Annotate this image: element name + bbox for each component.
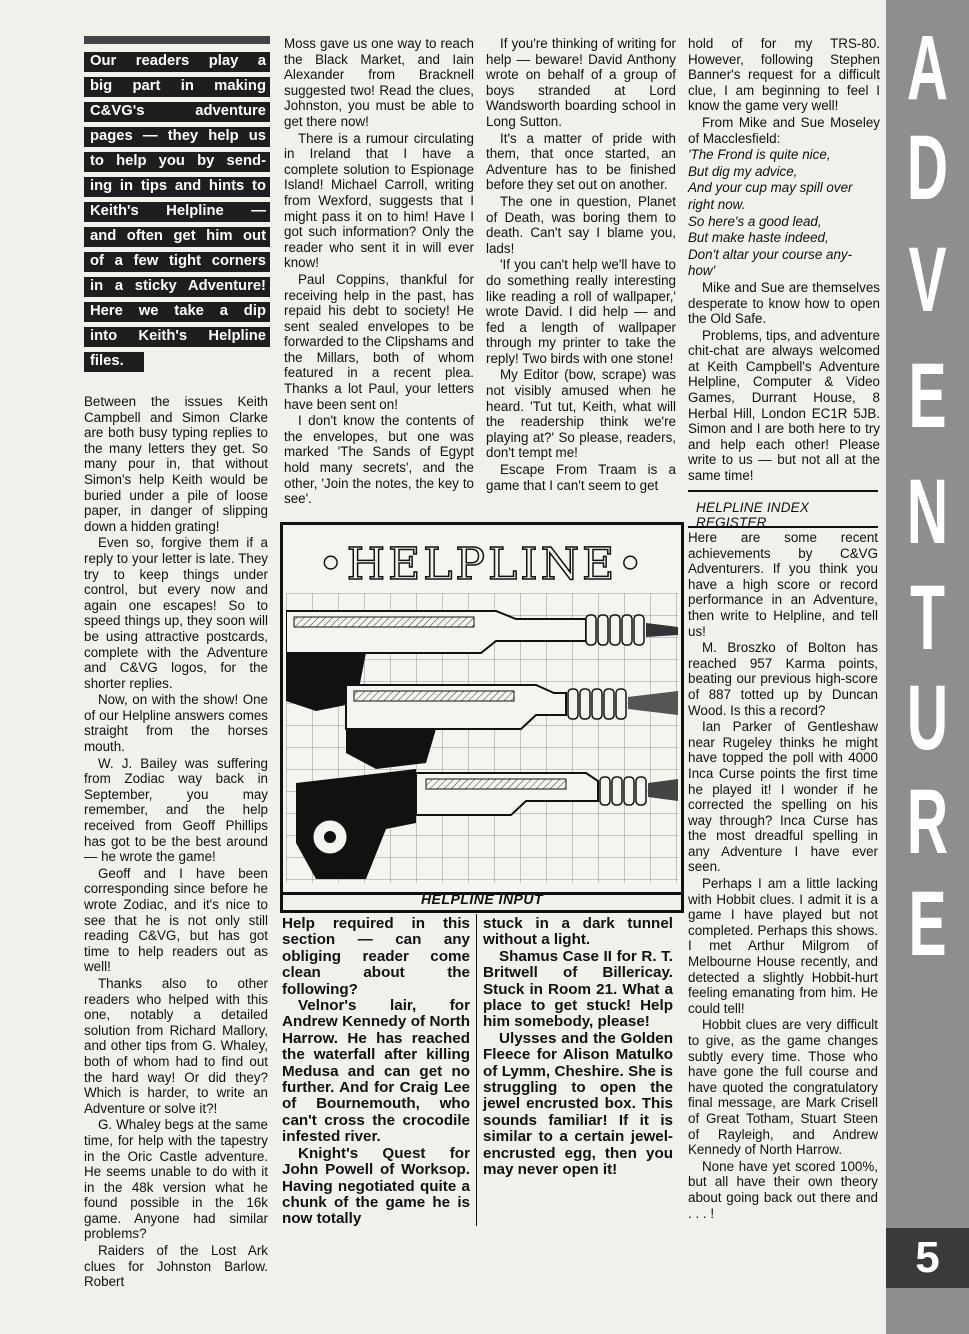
paragraph: My Editor (bow, scrape) was not visibly amused when he heard. 'Tut tut, Keith, what will the readership think we're playing at?' So please, readers, don't tempt me!: [486, 367, 676, 461]
paragraph: Velnor's lair, for Andrew Kennedy of North Harrow. He has reached the waterfall after killing Medusa and can get no further. And for Craig Lee of Bournemouth, who can't cross the crocodile infested river.: [282, 997, 470, 1146]
paragraph: The one in question, Planet of Death, was boring them to death. Can't say I blame you, lads!: [486, 193, 676, 256]
paragraph: Ian Parker of Gentleshaw near Rugeley thinks he might have topped the poll with 4000 Inca Curse points the first time he played it! I wonder if he corrected the spelling on his way through? Inca Curse has the most dreadful spelling in any Adventure I have ever seen.: [688, 719, 878, 875]
section-strip: [886, 0, 969, 1334]
strip-letter: T: [910, 567, 945, 669]
article-column-4: [688, 36, 880, 485]
intro-line: into Keith's Helpline: [84, 327, 270, 347]
helpline-title: •HELPLINE•: [317, 539, 647, 590]
helpline-illustration: [280, 522, 684, 895]
helpline-input-column-2: [483, 916, 673, 1179]
paragraph: Help required in this section — can any obliging reader come clean about the following?: [282, 915, 470, 998]
intro-line: Our readers play a: [84, 52, 270, 72]
paragraph: Paul Coppins, thankful for receiving help in the past, has repaid his debt to society! He sent sealed envelopes to be forwarded to the Clipshams and the Millars, both of whom featured in a recent plea. Thanks a lot Paul, your letters have been sent on!: [284, 271, 474, 412]
verse-line: But make haste indeed,: [688, 230, 829, 246]
paragraph: Problems, tips, and adventure chit-chat are always welcomed at Keith Campbell's Adventure Helpline, Computer & Video Games, Durrant House, 8 Herbal Hill, London EC1R 5JB. Simon and I are both here to try and help each other! Please write to us — but not all at the same time!: [688, 327, 880, 484]
paragraph: 'If you can't help we'll have to do something really interesting like reading a roll of wallpaper,' wrote David. I did help — and fed a length of wallpaper through my printer to take the reply! Two birds with one stone!: [486, 257, 676, 366]
helpline-input-column-1: [282, 916, 470, 1228]
register-column: [688, 530, 878, 1222]
paragraph: Ulysses and the Golden Fleece for Alison Matulko of Lymm, Cheshire. She is struggling to open the jewel encrusted box. This sounds familiar! If it is similar to a certain jewel-encrusted egg, then you may never open it!: [483, 1029, 673, 1179]
paragraph: stuck in a dark tunnel without a light.: [483, 915, 673, 949]
article-column-3: [486, 36, 676, 494]
strip-letter: D: [906, 117, 949, 219]
paragraph: Even so, forgive them if a reply to your letter is late. They try to keep things under control, but every now and again one escapes! So to speed things up, they soon will be using attractive postcards, complete with the Adventure and C&VG logos, for the shorter replies.: [84, 535, 268, 691]
paragraph: Between the issues Keith Campbell and Simon Clarke are both busy typing replies to the many letters they get. So many pour in, that without Simon's help Keith would be buried under a pile of loose paper, in danger of slipping down a hidden grating!: [84, 394, 268, 534]
paragraph: There is a rumour circulating in Ireland that I have a complete solution to Espionage Island! Michael Carroll, writing from Wexford, suggests that I might pass it on to him! Have I got such information? Only the reader who sent it in will ever know!: [284, 130, 474, 271]
column-divider: [476, 914, 477, 1226]
article-column-1: [84, 394, 268, 1291]
verse-line: And your cup may spill over: [688, 180, 853, 196]
helpline-input-heading-box: [280, 888, 684, 913]
helpline-input-heading: HELPLINE INPUT: [420, 891, 544, 907]
intro-line: to help you by send-: [84, 152, 270, 172]
paragraph: Geoff and I have been corresponding since before he wrote Zodiac, and it's nice to see that he is not only still reading C&VG, but has got time to help readers out as well!: [84, 865, 268, 975]
register-heading: HELPLINE INDEX REGISTER: [696, 500, 810, 530]
article-column-2: [284, 36, 474, 508]
page-number: 5: [915, 1233, 940, 1282]
verse-line: So here's a good lead,: [688, 213, 822, 229]
strip-letter: V: [908, 229, 947, 331]
intro-line: pages — they help us: [84, 127, 270, 147]
strip-letter: N: [906, 461, 949, 563]
intro-panel: [84, 36, 270, 377]
paragraph: Escape From Traam is a game that I can't seem to get: [486, 462, 676, 493]
verse-line: But dig my advice,: [688, 163, 798, 179]
verse-line: how': [688, 263, 716, 279]
intro-line: and often get him out: [84, 227, 270, 247]
paragraph: hold of for my TRS-80. However, following Stephen Banner's request for a difficult clue, I am beginning to feel I know the game very well!: [688, 36, 880, 114]
verse-line: 'The Frond is quite nice,: [688, 147, 831, 163]
paragraph: Here are some recent achievements by C&VG Adventurers. If you think you have a high score or record performance in an Adventure, then write to Helpline, and tell us!: [688, 530, 878, 639]
intro-line: C&VG's adventure: [84, 102, 270, 122]
strip-letter: E: [908, 345, 947, 447]
verse-line: right now.: [688, 196, 746, 212]
paragraph: I don't know the contents of the envelopes, but one was marked 'The Sands of Egypt hold many secrets', and the other, 'Join the notes, the key to see'.: [284, 413, 474, 507]
laser-pistol-illustration: [286, 593, 678, 883]
paragraph: If you're thinking of writing for help — beware! David Anthony wrote on behalf of a group of boys stranded at Lord Wandsworth boarding school in Long Sutton.: [486, 36, 676, 129]
strip-letter: U: [906, 667, 949, 769]
paragraph: W. J. Bailey was suffering from Zodiac way back in September, you may remember, and the help received from Geoff Phillips has got to be the best around — he wrote the game!: [84, 755, 268, 865]
intro-line: big part in making: [84, 77, 270, 97]
paragraph: Hobbit clues are very difficult to give, as the game changes subtly every time. Those who have gone the full course and have quoted the congratulatory final message, are Mark Crisell of Great Totham, Stuart Steen of Rayleigh, and Andrew Kennedy of North Harrow.: [688, 1017, 878, 1158]
paragraph: Shamus Case II for R. T. Britwell of Billericay. Stuck in Room 21. What a place to get stuck! Help him somebody, please!: [483, 947, 673, 1031]
paragraph: Now, on with the show! One of our Helpline answers comes straight from the horses mouth.: [84, 692, 268, 755]
intro-line: in a sticky Adventure!: [84, 277, 270, 297]
intro-line: of a few tight corners: [84, 252, 270, 272]
paragraph: G. Whaley begs at the same time, for help with the tapestry in the Oric Castle adventure. He seems unable to do with it in the 48k version what he found possible in the 16k game. Anyone had similar problems?: [84, 1117, 268, 1242]
paragraph: None have yet scored 100%, but all have their own theory about going back out there and . . . !: [688, 1158, 878, 1221]
paragraph: From Mike and Sue Moseley of Macclesfield:: [688, 114, 880, 146]
paragraph: Thanks also to other readers who helped with this one, notably a detailed solution from Richard Mallory, and other tips from G. Whaley, both of whom had to find out the hard way! Or did they? Which is harder, to write an Adventure or solve it?!: [84, 975, 268, 1116]
paragraph: It's a matter of pride with them, that once started, an Adventure has to be finished before they set out on another.: [486, 130, 676, 193]
intro-line: files.: [84, 352, 144, 372]
page-number-box: [886, 1228, 969, 1288]
strip-letter: E: [908, 873, 947, 975]
strip-letter: R: [906, 771, 949, 873]
paragraph: Raiders of the Lost Ark clues for Johnston Barlow. Robert: [84, 1243, 268, 1290]
paragraph: Moss gave us one way to reach the Black Market, and Iain Alexander from Bracknell suggested two! Read the clues, Johnston, you must be able to get there now!: [284, 36, 474, 129]
intro-line: Here we take a dip: [84, 302, 270, 322]
verse-line: Don't altar your course any-: [688, 246, 853, 262]
paragraph: M. Broszko of Bolton has reached 957 Karma points, beating our previous high-score of 887 totted up by Duncan Wood. Is this a record?: [688, 640, 878, 718]
paragraph: Perhaps I am a little lacking with Hobbit clues. I admit it is a game I have played but not completed. Perhaps this shows. I met Arthur Milgrom of Melbourne House recently, and detected a slightly Hobbit-hurt feeling emanating from him. He could tell!: [688, 876, 878, 1016]
strip-letter: A: [906, 17, 949, 119]
intro-line: ing in tips and hints to: [84, 177, 270, 197]
intro-line: Keith's Helpline —: [84, 202, 270, 222]
paragraph: Mike and Sue are themselves desperate to know how to open the Old Safe.: [688, 279, 880, 327]
register-heading-box: [688, 490, 878, 528]
paragraph: Knight's Quest for John Powell of Worksop. Having negotiated quite a chunk of the game he is now totally: [282, 1144, 470, 1228]
